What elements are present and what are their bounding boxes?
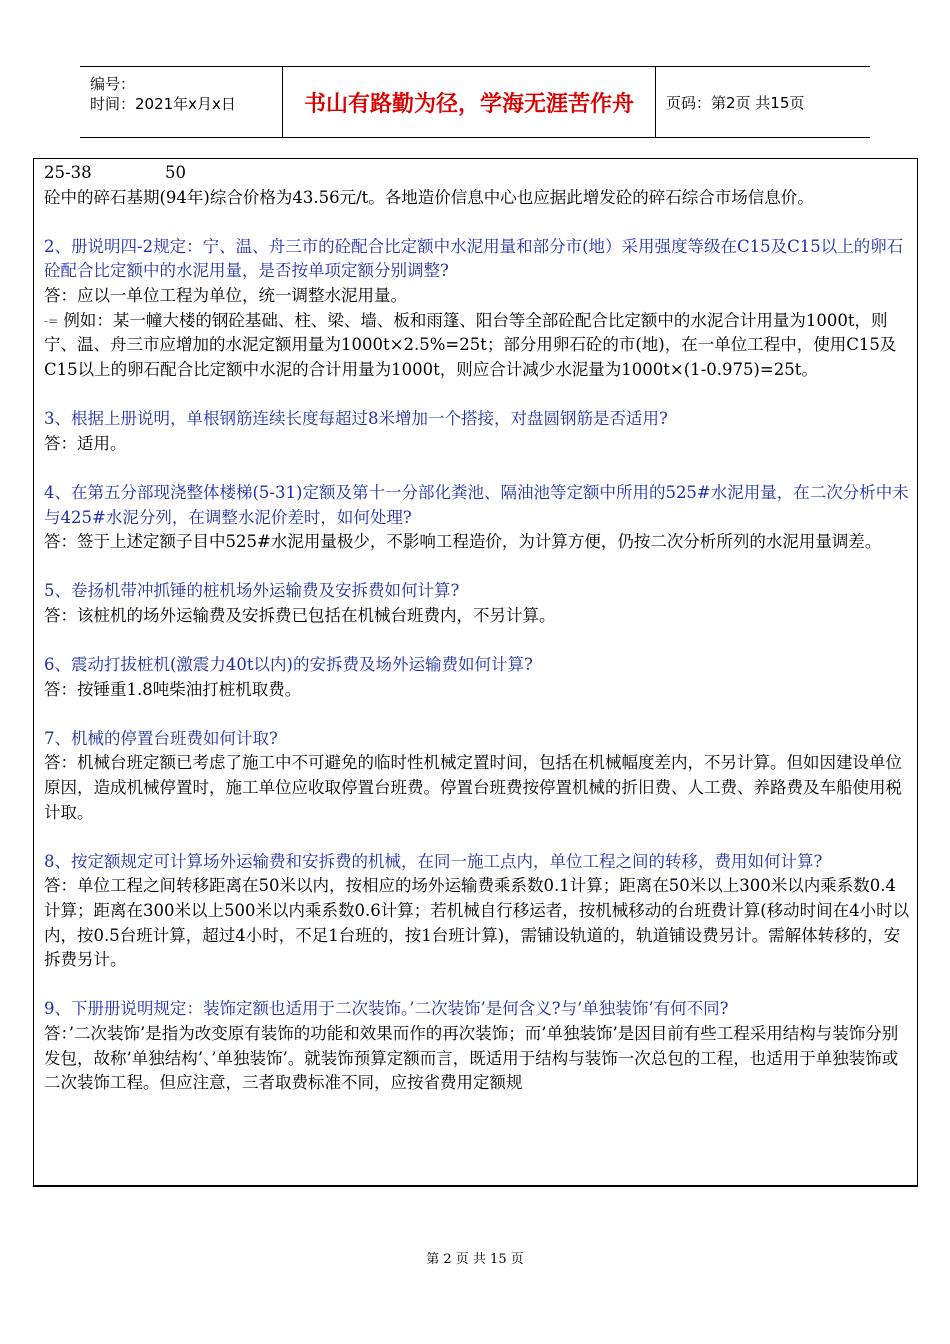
question-2: 2、册说明四-2规定：宁、温、舟三市的砼配合比定额中水泥用量和部分市(地）采用强度等级在C15及C15以上的卵石砼配合比定额中的水泥用量，是否按单项定额分别调整? — [44, 236, 904, 281]
question-4: 4、在第五分部现浇整体楼梯(5-31)定额及第十一分部化粪池、隔油池等定额中所用的525#水泥用量，在二次分析中未与425#水泥分列，在调整水泥价差时，如何处理? — [44, 482, 909, 527]
date-label: 时间：2021年x月x日 — [90, 95, 236, 113]
answer-9: 答：’二次装饰’是指为改变原有装饰的功能和效果而作的再次装饰；而’单独装饰’是因目前有些工程采用结构与装饰分别发包，故称’单独结构’、’单独装饰’。就装饰预算定额而言，既适用于结构与装饰一次总包的工程，也适用于单独装饰或二次装饰工程。但应注意，三者取费标准不同，应按省费用定额规 — [44, 1023, 899, 1093]
answer-8: 答：单位工程之间转移距离在50米以内，按相应的场外运输费乘系数0.1计算；距离在50米以上300米以内乘系数0.4计算；距离在300米以上500米以内乘系数0.6计算；若机械自行移运者，按机械移动的台班费计算(移动时间在4小时以内，按0.5台班计算，超过4小时，不足1台班的，按1台班计算)，需铺设轨道的，轨道铺设费另计。需解体转移的，安拆费另计。 — [44, 876, 910, 970]
answer-6: 答：按锤重1.8吨柴油打桩机取费。 — [44, 679, 302, 699]
intro-row: 25-38 50 — [44, 163, 186, 182]
number-label: 编号： — [90, 75, 136, 93]
question-8: 8、按定额规定可计算场外运输费和安拆费的机械，在同一施工点内，单位工程之间的转移，费用如何计算? — [44, 851, 823, 871]
header-table — [80, 66, 870, 138]
answer-2: 答：应以一单位工程为单位，统一调整水泥用量。 — [44, 285, 407, 305]
example-text: 例如：某一幢大楼的钢砼基础、柱、梁、墙、板和雨篷、阳台等全部砼配合比定额中的水泥合计用量为1000t，则宁、温、舟三市应增加的水泥定额用量为1000t×2.5%=25t；部分用卵石砼的市(地)，在一单位工程中，使用C15及C15以上的卵石配合比定额中水泥的合计用量为1000t，则应合计减少水泥量为1000t×(1-0.975)=25t。 — [44, 310, 897, 379]
content-box — [33, 158, 918, 1187]
question-9: 9、下册册说明规定：装饰定额也适用于二次装饰。’二次装饰’是何含义?与’单独装饰’有何不同? — [44, 999, 729, 1019]
header-motto: 书山有路勤为径，学海无涯苦作舟 — [282, 67, 656, 137]
header-meta — [80, 67, 282, 137]
example-mark: -= — [44, 313, 59, 328]
answer-3: 答：适用。 — [44, 433, 127, 453]
question-7: 7、机械的停置台班费如何计取? — [44, 728, 278, 748]
page-footer: 第 2 页 共 15 页 — [426, 1252, 524, 1267]
answer-7: 答：机械台班定额已考虑了施工中不可避免的临时性机械定置时间，包括在机械幅度差内，不另计算。但如因建设单位原因，造成机械停置时，施工单位应收取停置台班费。停置台班费按停置机械的折旧费、人工费、养路费及车船使用税计取。 — [44, 753, 902, 822]
question-6: 6、震动打拔桩机(激震力40t以内)的安拆费及场外运输费如何计算? — [44, 655, 533, 675]
answer-2-example — [44, 309, 912, 383]
answer-4: 答：签于上述定额子目中525#水泥用量极少，不影响工程造价，为计算方便，仍按二次分析所列的水泥用量调差。 — [44, 532, 882, 552]
header-page-info: 页码：第2页 共15页 — [666, 93, 805, 112]
question-5: 5、卷扬机带冲抓锤的桩机场外运输费及安拆费如何计算? — [44, 581, 460, 601]
content-text — [44, 161, 912, 1096]
answer-5: 答：该桩机的场外运输费及安拆费已包括在机械台班费内，不另计算。 — [44, 605, 556, 625]
intro-text: 砼中的碎石基期(94年)综合价格为43.56元/t。各地造价信息中心也应据此增发砼的碎石综合市场信息价。 — [44, 187, 814, 207]
question-3: 3、根据上册说明，单根钢筋连续长度每超过8米增加一个搭接，对盘圆钢筋是否适用? — [44, 409, 668, 429]
